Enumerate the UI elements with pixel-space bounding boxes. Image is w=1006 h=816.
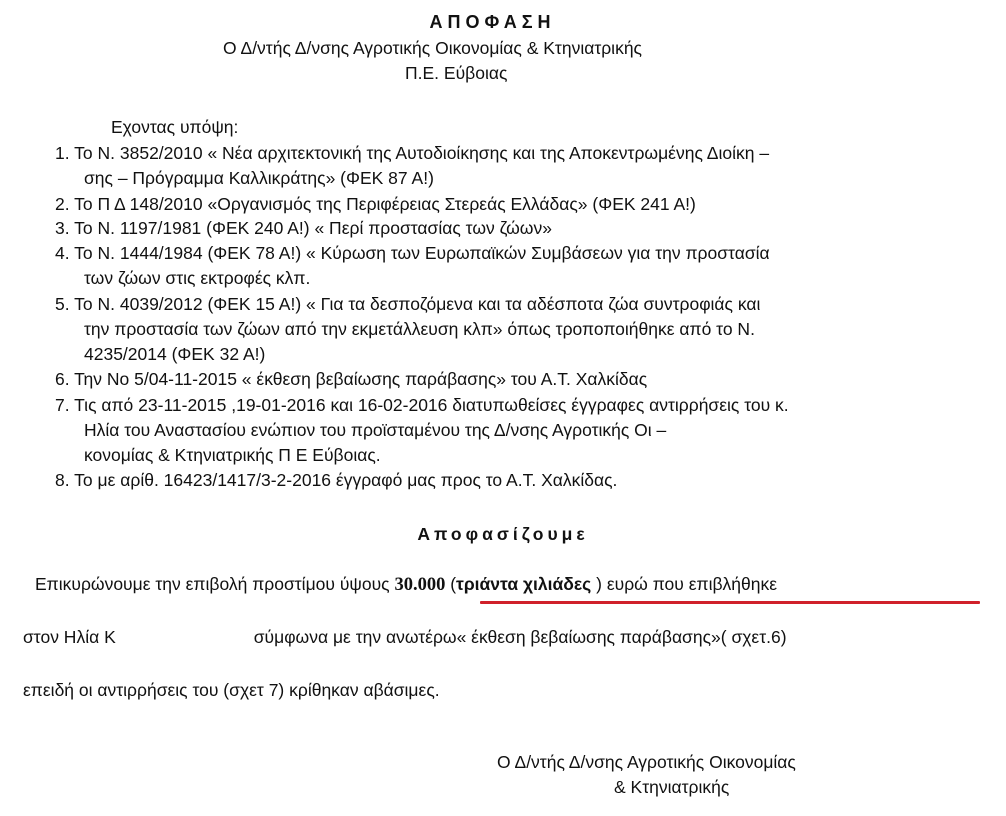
considering-item-8-line-1: 8. Το με αρίθ. 16423/1417/3-2-2016 έγγραφό μας προς το Α.Τ. Χαλκίδας. xyxy=(55,470,618,490)
decision-paragraph-3: επειδή οι αντιρρήσεις του (σχετ 7) κρίθηκαν αβάσιμες. xyxy=(23,680,440,700)
considering-item-3-line-1: 3. Το Ν. 1197/1981 (ΦΕΚ 240 Α!) « Περί προστασίας των ζώων» xyxy=(55,218,552,238)
decision-paragraph-2 xyxy=(23,627,787,648)
considering-item-6-line-1: 6. Την Νο 5/04-11-2015 « έκθεση βεβαίωσης παράβασης» του Α.Τ. Χαλκίδας xyxy=(55,369,648,389)
considering-item-1-line-1: 1. Το Ν. 3852/2010 « Νέα αρχιτεκτονική της Αυτοδιοίκησης και της Αποκεντρωμένης Διοίκη – xyxy=(55,143,770,163)
document-title: ΑΠΟΦΑΣΗ xyxy=(429,12,556,32)
red-highlight-underline xyxy=(480,601,980,604)
signature-line-2: & Κτηνιατρικής xyxy=(614,777,730,797)
considering-item-1-line-2: σης – Πρόγραμμα Καλλικράτης» (ΦΕΚ 87 Α!) xyxy=(84,168,434,188)
signature-line-1: Ο Δ/ντής Δ/νσης Αγροτικής Οικονομίας xyxy=(497,752,796,772)
considering-item-5-line-2: την προστασία των ζώων από την εκμετάλλευση κλπ» όπως τροποποιήθηκε από το Ν. xyxy=(84,319,755,339)
decision-p1-post: ) ευρώ που επιβλήθηκε xyxy=(591,574,778,594)
considering-item-7-line-1: 7. Τις από 23-11-2015 ,19-01-2016 και 16-02-2016 διατυπωθείσες έγγραφες αντιρρήσεις του κ. xyxy=(55,395,789,415)
fine-amount: 30.000 xyxy=(394,575,446,595)
decision-paragraph-1 xyxy=(35,574,777,596)
considering-heading: Εχοντας υπόψη: xyxy=(111,117,239,137)
considering-item-2-line-1: 2. Το Π Δ 148/2010 «Οργανισμός της Περιφέρειας Στερεάς Ελλάδας» (ΦΕΚ 241 Α!) xyxy=(55,194,696,214)
considering-item-7-line-3: κονομίας & Κτηνιατρικής Π Ε Εύβοιας. xyxy=(84,445,381,465)
issuer-line: Ο Δ/ντής Δ/νσης Αγροτικής Οικονομίας & Κτηνιατρικής xyxy=(223,38,642,58)
decision-p1-pre: Επικυρώνουμε την επιβολή προστίμου ύψους xyxy=(35,574,395,594)
considering-item-4-line-2: των ζώων στις εκτροφές κλπ. xyxy=(84,268,311,288)
considering-item-5-line-3: 4235/2014 (ΦΕΚ 32 Α!) xyxy=(84,344,266,364)
considering-item-4-line-1: 4. Το Ν. 1444/1984 (ΦΕΚ 78 Α!) « Κύρωση των Ευρωπαϊκών Συμβάσεων για την προστασία xyxy=(55,243,770,263)
decision-heading: Αποφασίζουμε xyxy=(417,524,589,544)
decision-p1-open: ( xyxy=(445,574,457,594)
region-line: Π.Ε. Εύβοιας xyxy=(405,63,508,83)
considering-item-7-line-2: Ηλία του Αναστασίου ενώπιον του προϊσταμένου της Δ/νσης Αγροτικής Οι – xyxy=(84,420,667,440)
considering-item-5-line-1: 5. Το Ν. 4039/2012 (ΦΕΚ 15 Α!) « Για τα δεσποζόμενα και τα αδέσποτα ζώα συντροφιάς και xyxy=(55,294,761,314)
decision-p2-post: σύμφωνα με την ανωτέρω« έκθεση βεβαίωσης παράβασης»( σχετ.6) xyxy=(253,627,787,647)
fine-amount-words: τριάντα χιλιάδες xyxy=(456,574,592,594)
decision-p2-pre: στον Ηλία Κ xyxy=(23,627,116,647)
